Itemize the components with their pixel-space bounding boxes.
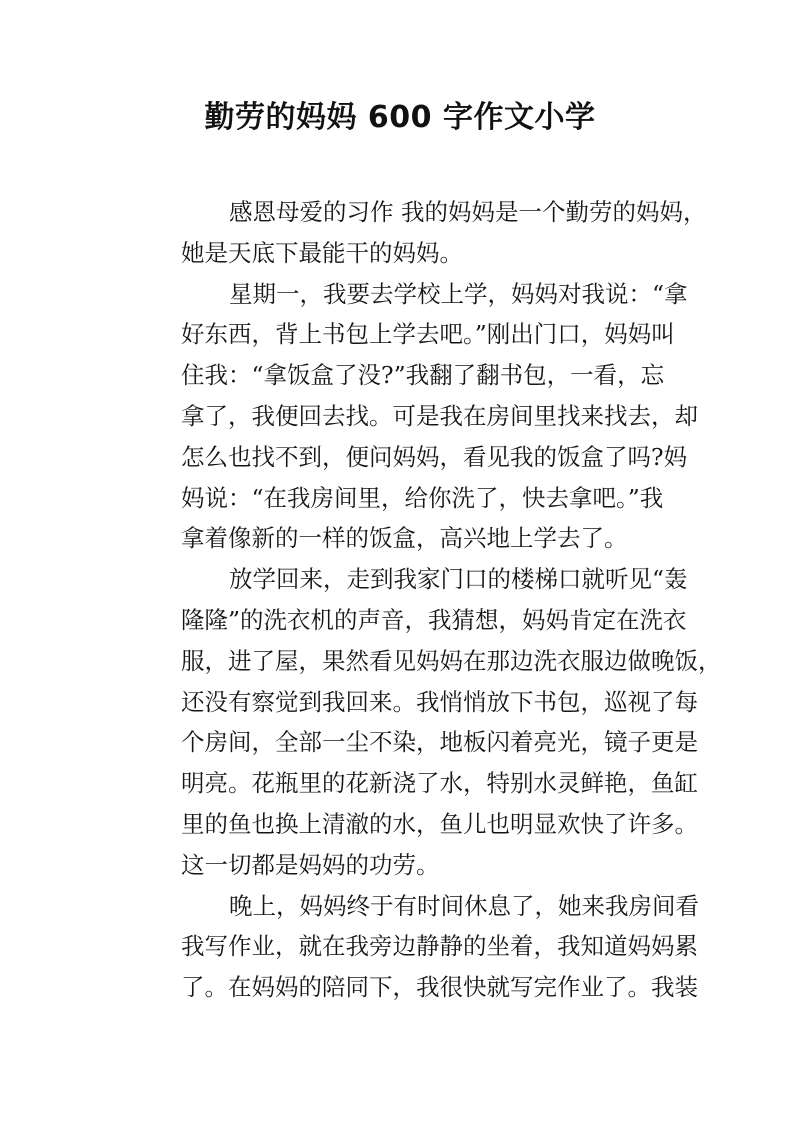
paragraph-line: 星期一，我要去学校上学，妈妈对我说：“拿 bbox=[229, 279, 688, 308]
paragraph-line: 我写作业，就在我旁边静静的坐着，我知道妈妈累 bbox=[181, 932, 698, 961]
paragraph-line: 拿了，我便回去找。可是我在房间里找来找去，却 bbox=[181, 401, 698, 430]
paragraph-line: 里的鱼也换上清澈的水，鱼儿也明显欢快了许多。 bbox=[181, 809, 698, 838]
paragraph-3 bbox=[133, 559, 722, 885]
paragraph-2 bbox=[133, 274, 698, 560]
paragraph-line: 晚上，妈妈终于有时间休息了，她来我房间看 bbox=[229, 891, 699, 920]
paragraph-line: 好东西，背上书包上学去吧。”刚出门口，妈妈叫 bbox=[181, 320, 675, 349]
paragraph-line: 住我：“拿饭盒了没?”我翻了翻书包，一看，忘 bbox=[181, 361, 665, 390]
paragraph-line: 个房间，全部一尘不染，地板闪着亮光，镜子更是 bbox=[181, 728, 698, 757]
paragraph-line: 拿着像新的一样的饭盒，高兴地上学去了。 bbox=[181, 524, 628, 553]
paragraph-line: 感恩母爱的习作 我的妈妈是一个勤劳的妈妈， bbox=[229, 198, 707, 226]
paragraph-line: 妈说：“在我房间里，给你洗了，快去拿吧。”我 bbox=[181, 483, 664, 512]
paragraph-line: 这一切都是妈妈的功劳。 bbox=[181, 850, 440, 879]
document-title: 勤劳的妈妈 600 字作文小学 bbox=[204, 100, 596, 135]
paragraph-1 bbox=[133, 192, 707, 274]
paragraph-line: 怎么也找不到，便问妈妈，看见我的饭盒了吗?妈 bbox=[181, 442, 688, 471]
paragraph-line: 她是天底下最能干的妈妈。 bbox=[181, 238, 463, 267]
paragraph-4 bbox=[133, 886, 699, 1008]
paragraph-line: 还没有察觉到我回来。我悄悄放下书包，巡视了每 bbox=[181, 687, 698, 716]
paragraph-line: 放学回来，走到我家门口的楼梯口就听见“轰 bbox=[229, 565, 688, 594]
paragraph-line: 隆隆”的洗衣机的声音，我猜想，妈妈肯定在洗衣 bbox=[181, 605, 687, 634]
paragraph-line: 服，进了屋，果然看见妈妈在那边洗衣服边做晚饭， bbox=[181, 646, 722, 675]
paragraph-line: 明亮。花瓶里的花新浇了水，特别水灵鲜艳，鱼缸 bbox=[181, 769, 698, 798]
document-body bbox=[133, 192, 722, 1008]
paragraph-line: 了。在妈妈的陪同下，我很快就写完作业了。我装 bbox=[181, 973, 698, 1002]
